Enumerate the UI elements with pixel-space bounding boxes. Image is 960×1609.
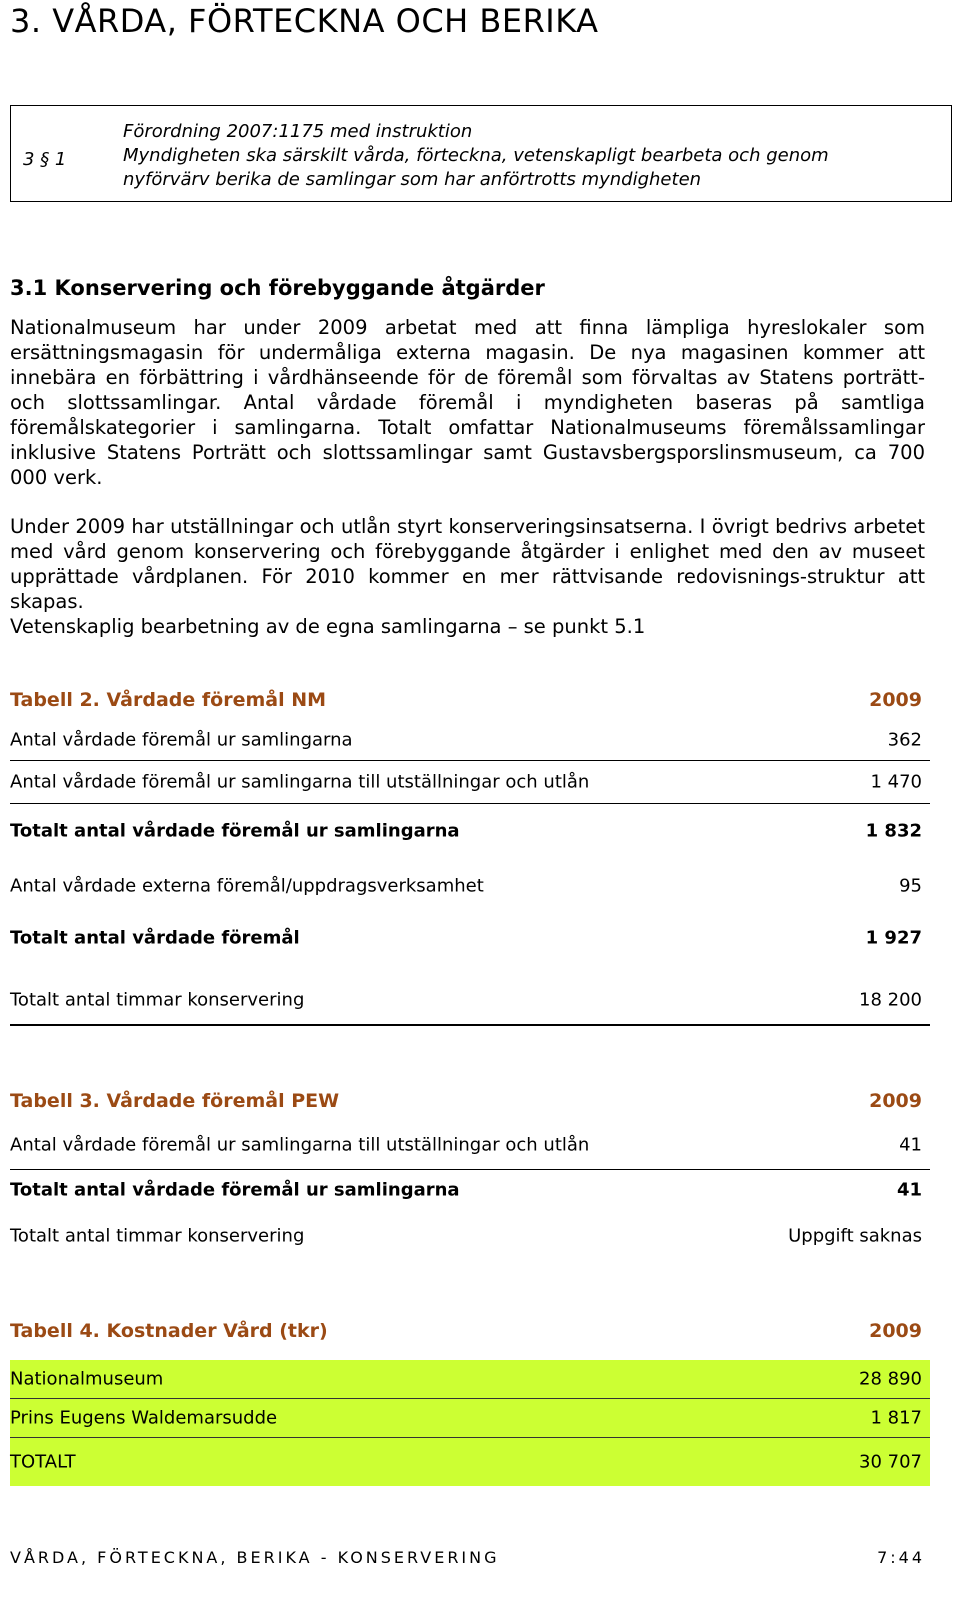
row-label: Antal vårdade föremål ur samlingarna till utställningar och utlån — [10, 771, 590, 793]
row-value: 1 817 — [870, 1407, 922, 1429]
table-name: Kostnader Vård (tkr) — [99, 1320, 328, 1342]
row-value: 95 — [899, 875, 922, 897]
row-label: Totalt antal vårdade föremål — [10, 927, 300, 949]
row-value: 41 — [899, 1134, 922, 1156]
row-label: Totalt antal timmar konservering — [10, 989, 305, 1011]
body-paragraph-1: Nationalmuseum har under 2009 arbetat med att finna lämpliga hyreslokaler som ersättningsmagasin för undermåliga externa magasin. De nya magasinen kommer att innebära en förbättring i vårdhänseende för de föremål som förvaltas av Statens porträtt- och slottssamlingar. Antal vårdade föremål i myndigheten baseras på samtliga föremålskategorier i samlingarna. Totalt omfattar Nationalmuseums föremålssamlingar inklusive Statens Porträtt och slottssamlingar samt Gustavsbergsporslinsmuseum, ca 700 000 verk. — [10, 316, 925, 489]
table-header — [10, 1081, 930, 1121]
row-value: 18 200 — [859, 989, 922, 1011]
table-title — [10, 689, 326, 711]
table-row — [10, 720, 930, 761]
table-row — [10, 1360, 930, 1399]
table-year: 2009 — [869, 1320, 922, 1342]
table-header — [10, 680, 930, 720]
table-title — [10, 1090, 339, 1112]
table-name: Vårdade föremål NM — [99, 689, 327, 711]
row-value: 30 707 — [859, 1451, 922, 1473]
regulation-line: Myndigheten ska särskilt vårda, förteckna, vetenskapligt bearbeta och genom — [123, 145, 829, 166]
row-value: 1 470 — [870, 771, 922, 793]
table-year: 2009 — [869, 689, 922, 711]
table-2 — [10, 680, 930, 1026]
row-value: 41 — [896, 1179, 922, 1201]
row-label: Totalt antal vårdade föremål ur samlingarna — [10, 1179, 460, 1201]
table-row — [10, 1121, 930, 1170]
row-value: Uppgift saknas — [788, 1225, 922, 1247]
row-value: 362 — [887, 729, 922, 751]
table-row — [10, 1438, 930, 1486]
body-paragraph-2: Under 2009 har utställningar och utlån styrt konserveringsinsatserna. I övrigt bedrivs arbetet med vård genom konservering och förebyggande åtgärder i enlighet med den av museet upprättade vårdplanen. För 2010 kommer en mer rättvisande redovisnings-struktur att skapas. — [10, 515, 925, 613]
table-year: 2009 — [869, 1090, 922, 1112]
row-value: 28 890 — [859, 1368, 922, 1390]
row-label: Totalt antal timmar konservering — [10, 1225, 305, 1247]
row-value: 1 927 — [865, 927, 922, 949]
row-label: Nationalmuseum — [10, 1368, 164, 1390]
footer-section-name: VÅRDA, FÖRTECKNA, BERIKA - KONSERVERING — [10, 1548, 500, 1567]
regulation-line: nyförvärv berika de samlingar som har anförtrotts myndigheten — [123, 169, 702, 190]
regulation-paragraph-ref: 3 § 1 — [23, 149, 67, 170]
footer-page-number: 7:44 — [877, 1548, 925, 1567]
cost-table-body — [10, 1360, 930, 1486]
table-row — [10, 761, 930, 804]
table-row — [10, 914, 930, 962]
row-label: Totalt antal vårdade föremål ur samlingarna — [10, 820, 460, 842]
table-row — [10, 1170, 930, 1210]
regulation-text — [123, 120, 829, 192]
body-paragraph-3: Vetenskaplig bearbetning av de egna samlingarna – se punkt 5.1 — [10, 615, 646, 638]
table-4 — [10, 1311, 930, 1486]
table-name: Vårdade föremål PEW — [99, 1090, 340, 1112]
table-row — [10, 858, 930, 914]
table-row — [10, 804, 930, 858]
table-number: Tabell 4. — [10, 1320, 100, 1342]
row-label: TOTALT — [10, 1451, 76, 1473]
page-title: 3. VÅRDA, FÖRTECKNA OCH BERIKA — [10, 2, 599, 40]
table-3 — [10, 1081, 930, 1262]
table-number: Tabell 3. — [10, 1090, 100, 1112]
table-row — [10, 962, 930, 1026]
table-header — [10, 1311, 930, 1351]
row-label: Antal vårdade föremål ur samlingarna till utställningar och utlån — [10, 1134, 590, 1156]
table-row — [10, 1210, 930, 1262]
row-value: 1 832 — [865, 820, 922, 842]
row-label: Antal vårdade externa föremål/uppdragsverksamhet — [10, 875, 484, 897]
regulation-box — [10, 105, 952, 202]
row-label: Antal vårdade föremål ur samlingarna — [10, 729, 353, 751]
table-row — [10, 1399, 930, 1438]
section-heading: 3.1 Konservering och förebyggande åtgärder — [10, 276, 545, 300]
table-number: Tabell 2. — [10, 689, 100, 711]
row-label: Prins Eugens Waldemarsudde — [10, 1407, 278, 1429]
table-title — [10, 1320, 328, 1342]
regulation-line: Förordning 2007:1175 med instruktion — [123, 121, 473, 142]
